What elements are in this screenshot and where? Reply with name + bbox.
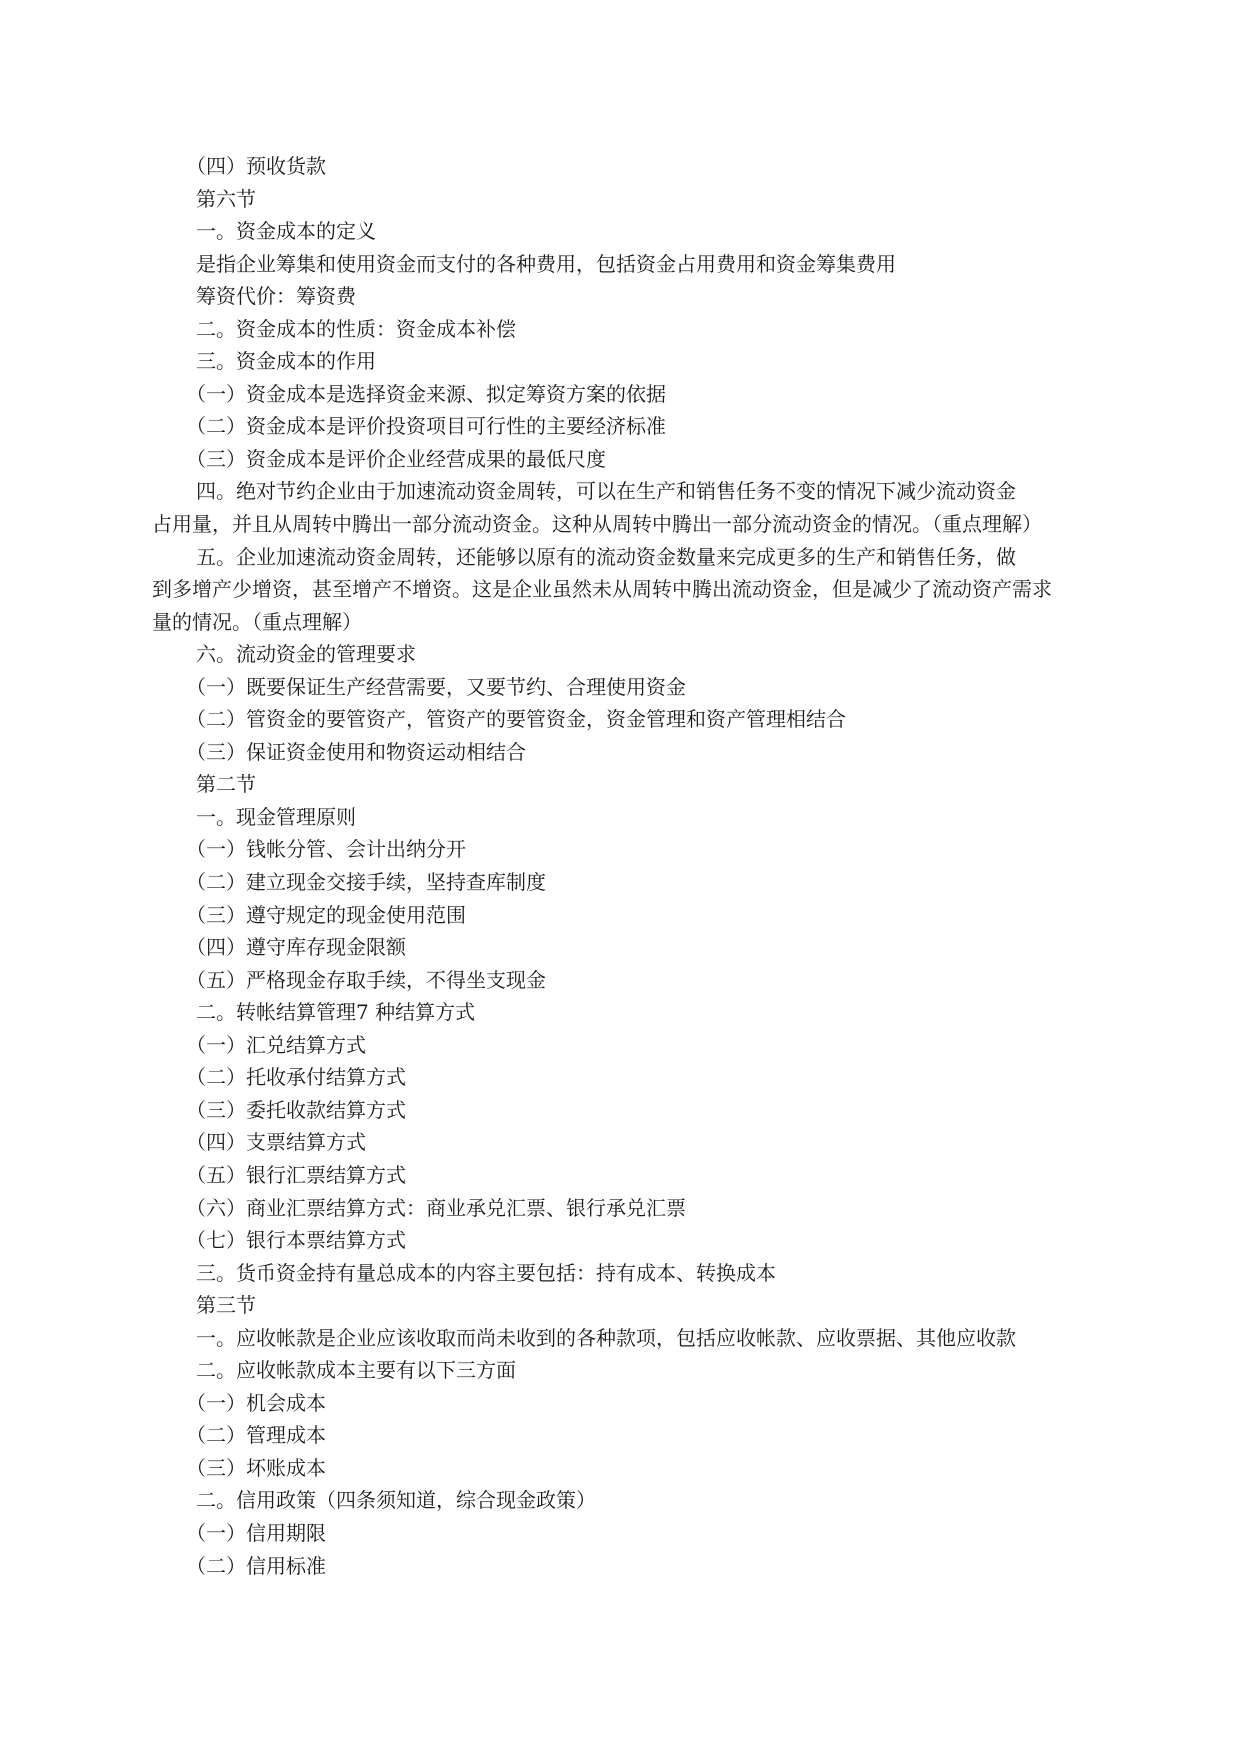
item-heading: 二。信用政策（四条须知道，综合现金政策） (196, 1488, 596, 1513)
list-item: （二）建立现金交接手续，坚持查库制度 (186, 870, 546, 895)
list-item: （三）遵守规定的现金使用范围 (186, 902, 466, 927)
item-heading: 六。流动资金的管理要求 (196, 642, 416, 667)
item-heading: 三。货币资金持有量总成本的内容主要包括：持有成本、转换成本 (196, 1260, 776, 1285)
section-heading: 第三节 (196, 1293, 256, 1318)
list-item: （三）资金成本是评价企业经营成果的最低尺度 (186, 446, 606, 471)
list-item: （一）既要保证生产经营需要，又要节约、合理使用资金 (186, 674, 686, 699)
list-item: （三）委托收款结算方式 (186, 1097, 406, 1122)
paragraph-line: 四。绝对节约企业由于加速流动资金周转，可以在生产和销售任务不变的情况下减少流动资金 (196, 479, 1016, 504)
list-item: （五）银行汇票结算方式 (186, 1162, 406, 1187)
list-item: （四）支票结算方式 (186, 1130, 366, 1155)
list-item: （二）管资金的要管资产，管资产的要管资金，资金管理和资产管理相结合 (186, 707, 846, 732)
section-heading: 第二节 (196, 772, 256, 797)
item-heading: 三。资金成本的作用 (196, 349, 376, 374)
section-heading: 第六节 (196, 186, 256, 211)
paragraph-line: 量的情况。（重点理解） (152, 609, 362, 634)
list-item: （四）遵守库存现金限额 (186, 935, 406, 960)
list-item: （七）银行本票结算方式 (186, 1228, 406, 1253)
list-item: （二）管理成本 (186, 1423, 326, 1448)
item-heading: 二。资金成本的性质：资金成本补偿 (196, 316, 516, 341)
item-heading: 一。资金成本的定义 (196, 219, 376, 244)
item-heading: 一。现金管理原则 (196, 804, 356, 829)
document-body (0, 150, 1241, 1582)
list-item: （二）托收承付结算方式 (186, 1065, 406, 1090)
list-item: （四）预收货款 (186, 154, 326, 178)
list-item: （一）资金成本是选择资金来源、拟定筹资方案的依据 (186, 381, 666, 406)
text-line: 筹资代价：筹资费 (196, 284, 356, 309)
list-item: （五）严格现金存取手续，不得坐支现金 (186, 967, 546, 992)
item-heading: 二。应收帐款成本主要有以下三方面 (196, 1358, 516, 1383)
paragraph-line: 占用量，并且从周转中腾出一部分流动资金。这种从周转中腾出一部分流动资金的情况。（重点理解） (152, 512, 1042, 537)
list-item: （三）保证资金使用和物资运动相结合 (186, 739, 526, 764)
paragraph-line: 五。企业加速流动资金周转，还能够以原有的流动资金数量来完成更多的生产和销售任务，做 (196, 544, 1016, 569)
list-item: （六）商业汇票结算方式：商业承兑汇票、银行承兑汇票 (186, 1195, 686, 1220)
paragraph-line: 到多增产少增资，甚至增产不增资。这是企业虽然未从周转中腾出流动资金，但是减少了流动资产需求 (152, 577, 1052, 602)
item-heading: 一。应收帐款是企业应该收取而尚未收到的各种款项，包括应收帐款、应收票据、其他应收款 (196, 1325, 1016, 1350)
text-line: 是指企业筹集和使用资金而支付的各种费用，包括资金占用费用和资金筹集费用 (196, 251, 896, 276)
list-item: （二）信用标准 (186, 1553, 326, 1578)
list-item: （一）汇兑结算方式 (186, 1032, 366, 1057)
list-item: （一）机会成本 (186, 1390, 326, 1415)
list-item: （二）资金成本是评价投资项目可行性的主要经济标准 (186, 414, 666, 439)
list-item: （一）信用期限 (186, 1520, 326, 1545)
list-item: （三）坏账成本 (186, 1455, 326, 1480)
list-item: （一）钱帐分管、会计出纳分开 (186, 837, 466, 862)
item-heading: 二。转帐结算管理7 种结算方式 (196, 1000, 476, 1025)
